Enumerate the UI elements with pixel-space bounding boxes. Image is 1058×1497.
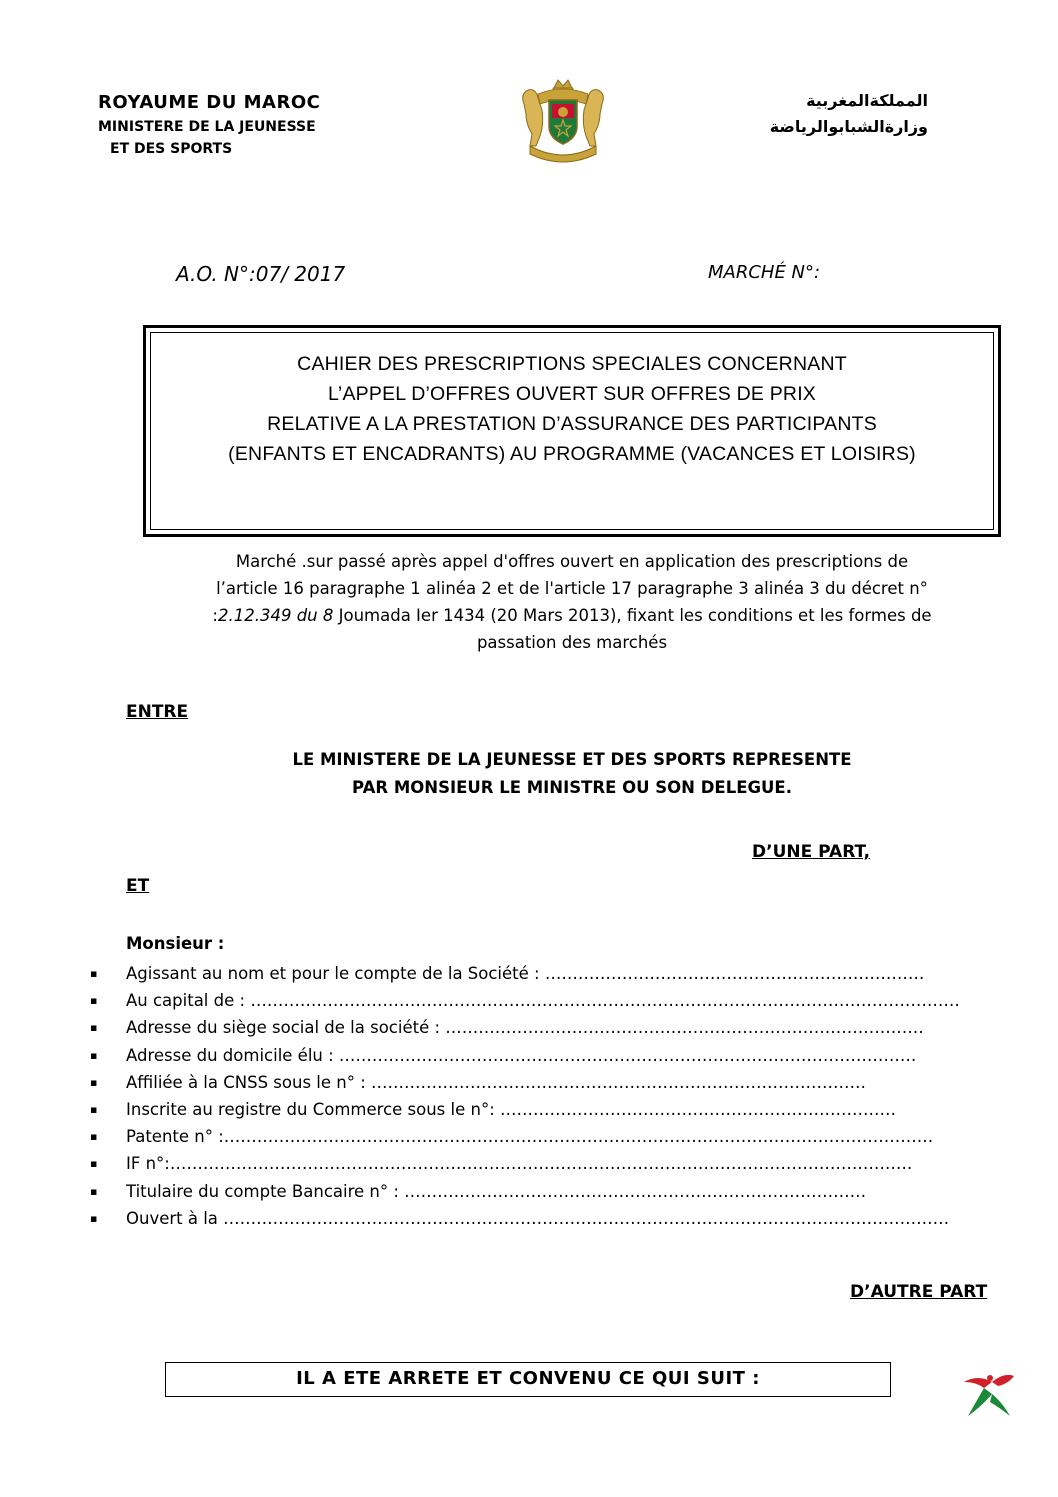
kingdom-name: ROYAUME DU MAROC [98, 92, 321, 113]
list-item [88, 1150, 968, 1177]
fill-in-dots: …………………………………………………………… [544, 964, 925, 983]
bullet-icon: ▪ [90, 1021, 98, 1035]
fill-in-dots: ……………………………………………………………………………… [371, 1072, 867, 1092]
agreement-heading: IL A ETE ARRETE ET CONVENU CE QUI SUIT : [296, 1368, 760, 1389]
field-label: Inscrite au registre du Commerce sous le n°: [126, 1099, 501, 1119]
intro-line [150, 602, 994, 629]
list-item [88, 1014, 968, 1041]
bullet-icon: ▪ [90, 1184, 98, 1198]
bullet-icon: ▪ [90, 1130, 98, 1144]
list-item [88, 960, 968, 987]
header-arabic [770, 88, 928, 140]
bullet-icon: ▪ [90, 1211, 98, 1225]
field-label: IF n°: [126, 1154, 170, 1174]
list-item [88, 1069, 968, 1096]
bullet-icon: ▪ [90, 1102, 98, 1116]
bullet-icon: ▪ [90, 967, 98, 980]
fill-in-dots: …………………………………………………………………………………………… [338, 1045, 917, 1065]
intro-line-rest: Joumada Ier 1434 (20 Mars 2013), fixant les conditions et les formes de [333, 606, 932, 625]
ministry-name-line2: ET DES SPORTS [110, 141, 233, 157]
kingdom-name-arabic: المملكةالمغربية [806, 91, 928, 110]
fill-in-dots: ……………………………………………………………………………………………………………………… [169, 1154, 913, 1174]
first-party-label: D’UNE PART, [752, 842, 871, 862]
intro-line: passation des marchés [476, 633, 668, 652]
ministry-name-arabic: وزارةالشبابوالرياضة [769, 117, 928, 136]
et-heading: ET [126, 876, 150, 896]
fill-in-dots: …………………………………………………………………………… [445, 1018, 924, 1038]
title-line: RELATIVE A LA PRESTATION D’ASSURANCE DES PARTICIPANTS [267, 413, 877, 435]
moroccan-coat-of-arms-icon [516, 74, 610, 164]
bullet-icon: ▪ [90, 1075, 98, 1089]
ministry-party [150, 746, 994, 802]
field-label: Agissant au nom et pour le compte de la Société : [126, 964, 545, 983]
bullet-icon: ▪ [90, 994, 98, 1008]
field-label: Titulaire du compte Bancaire n° : [126, 1181, 405, 1201]
fill-in-dots: ………………………………………………………………………………………………………………… [223, 1127, 934, 1147]
list-item [88, 1178, 968, 1205]
intro-paragraph [150, 548, 994, 656]
document-title [150, 349, 994, 469]
decree-number: 2.12.349 du 8 [217, 606, 334, 625]
second-party-label: D’AUTRE PART [850, 1282, 988, 1302]
contractor-fields-list [88, 960, 968, 1232]
list-item [88, 987, 968, 1014]
intro-line: Marché .sur passé après appel d'offres ouvert en application des prescriptions de [235, 552, 909, 571]
field-label: Adresse du domicile élu : [126, 1045, 339, 1065]
bullet-icon: ▪ [90, 1157, 98, 1171]
fill-in-dots: ……………………………………………………………… [500, 1099, 897, 1119]
fill-in-dots: ………………………………………………………………………… [404, 1181, 867, 1201]
tender-reference: A.O. N°:07/ 2017 [176, 262, 346, 286]
list-item [88, 1096, 968, 1123]
field-label: Patente n° : [126, 1127, 224, 1147]
contract-number-label: MARCHÉ N°: [708, 262, 821, 283]
title-line: (ENFANTS ET ENCADRANTS) AU PROGRAMME (VACANCES ET LOISIRS) [228, 443, 916, 465]
fill-in-dots: …………………………………………………………………………………………………………………… [223, 1208, 950, 1228]
intro-prefix: : [212, 606, 218, 625]
monsieur-label: Monsieur : [126, 934, 225, 953]
title-line: CAHIER DES PRESCRIPTIONS SPECIALES CONCERNANT [297, 353, 847, 375]
header-french [98, 92, 320, 157]
field-label: Adresse du siège social de la société : [126, 1018, 446, 1038]
ministry-logo-icon [962, 1368, 1016, 1418]
field-label: Au capital de : [126, 991, 251, 1011]
fill-in-dots: ………………………………………………………………………………………………………………… [250, 991, 960, 1011]
ministry-party-line: PAR MONSIEUR LE MINISTRE OU SON DELEGUE. [352, 778, 792, 797]
ministry-name-line1: MINISTERE DE LA JEUNESSE [98, 119, 316, 135]
list-item [88, 1123, 968, 1150]
entre-heading: ENTRE [126, 702, 189, 722]
field-label: Ouvert à la [126, 1208, 224, 1228]
list-item [88, 1205, 968, 1232]
bullet-icon: ▪ [90, 1048, 98, 1062]
title-line: L’APPEL D’OFFRES OUVERT SUR OFFRES DE PRIX [327, 383, 817, 405]
intro-line: l’article 16 paragraphe 1 alinéa 2 et de l'article 17 paragraphe 3 alinéa 3 du décret n° [216, 579, 928, 598]
list-item [88, 1042, 968, 1069]
field-label: Affiliée à la CNSS sous le n° : [126, 1072, 372, 1092]
ministry-party-line: LE MINISTERE DE LA JEUNESSE ET DES SPORTS REPRESENTE [292, 750, 852, 769]
